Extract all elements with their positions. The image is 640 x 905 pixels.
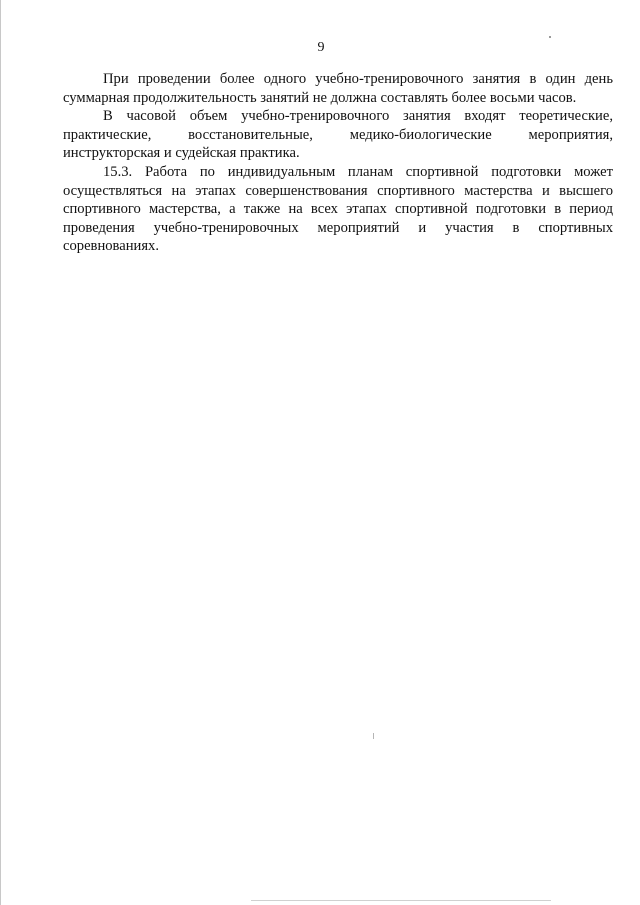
paragraph-training-content: В часовой объем учебно-тренировочного занятия входят теоретические, практические, восстановительные, медико-биологические мероприятия, инструкторская и судейская практика. [63,108,613,162]
scan-speck [373,733,374,739]
scan-speck [549,36,551,38]
page-number: 9 [317,40,325,55]
paragraph-individual-plans: 15.3. Работа по индивидуальным планам спортивной подготовки может осуществляться на этапах совершенствования спортивного мастерства и высшего спортивного мастерства, а также на всех этапах спортивной подготовки в период проведения учебно-тренировочных мероприятий и участия в спортивных соревнованиях. [63,163,613,255]
paragraph-training-duration: При проведении более одного учебно-тренировочного занятия в один день суммарная продолжительность занятий не должна составлять более восьми часов. [63,71,613,106]
body-text [63,70,613,256]
scan-edge-line [251,900,551,901]
